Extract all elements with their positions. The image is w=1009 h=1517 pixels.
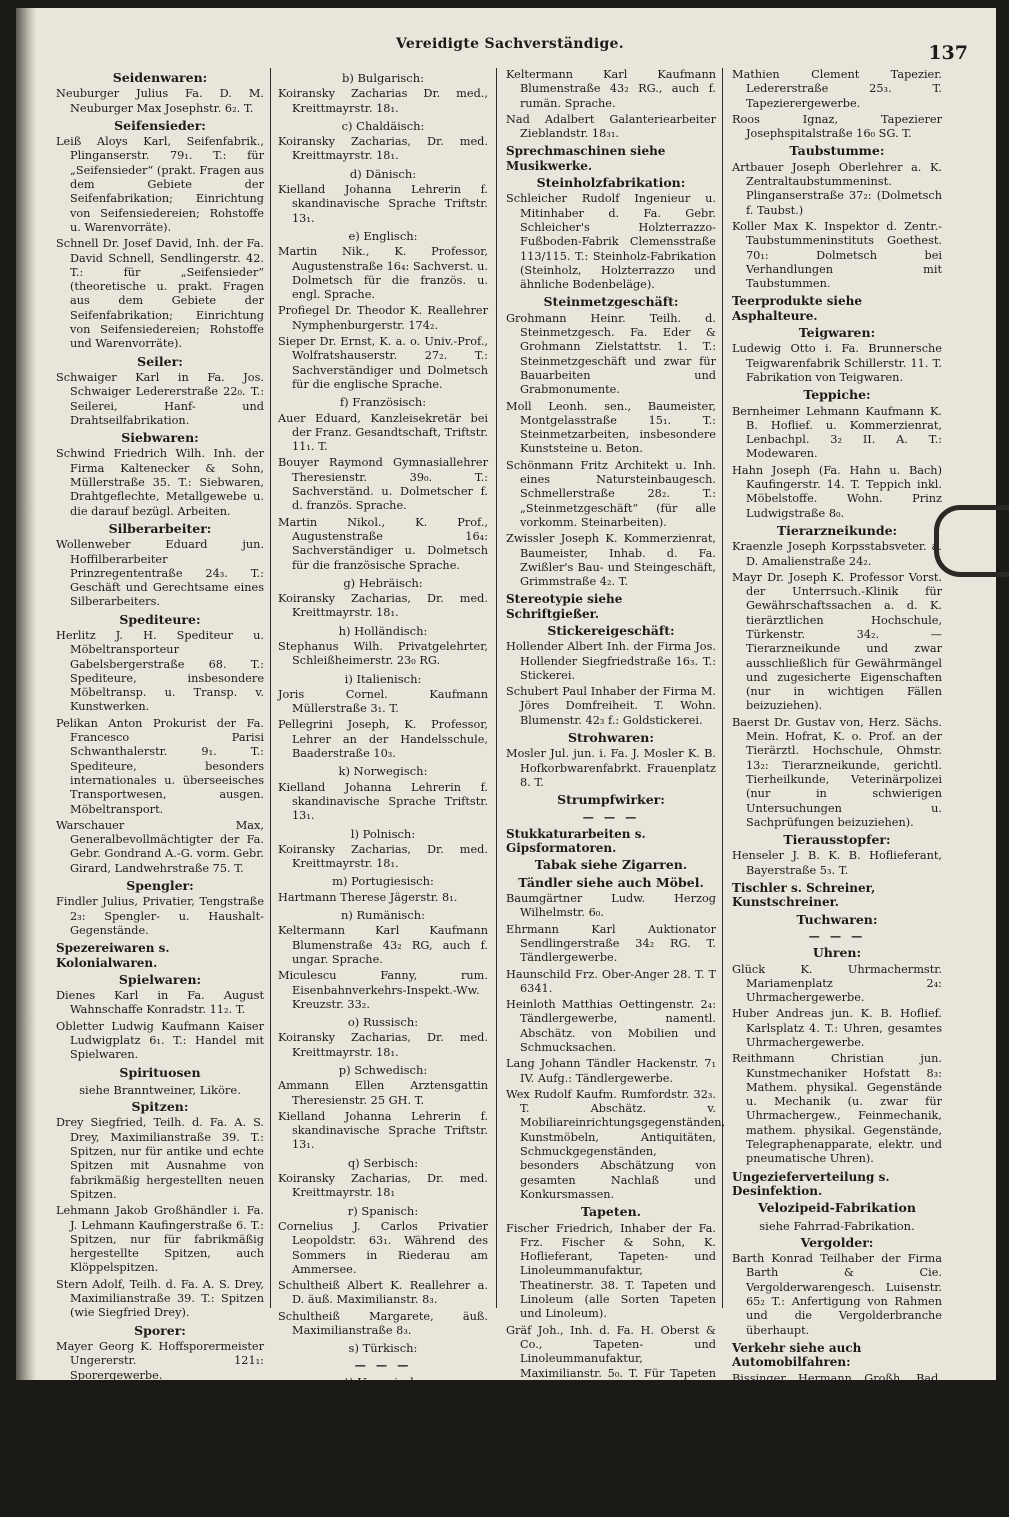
directory-entry: Schwind Friedrich Wilh. Inh. der Firma Kaltenecker & Sohn, Müllerstraße 35. T.: Siebwaren, Drahtgeflechte, Metallgewebe u. die darauf bezügl. Arbeiten. (56, 447, 264, 518)
subsection-label: t) Ungarisch: (344, 1374, 422, 1389)
subsection-label: r) Spanisch: (347, 1203, 419, 1218)
directory-entry: Koiransky Zacharias, Dr. med. Kreittmayrstr. 18₁. (278, 135, 488, 163)
section-heading: Vergolder: (800, 1234, 874, 1250)
directory-entry: Neuburger Julius Fa. D. M. Neuburger Max Josephstr. 6₂. T. (56, 87, 264, 115)
directory-entry: Schwaiger Karl in Fa. Jos. Schwaiger Ledererstraße 22₀. T.: Seilerei, Hanf- und Drahtseilfabrikation. (56, 370, 264, 427)
subsection-label: f) Französisch: (339, 395, 427, 410)
directory-entry: Pelikan Anton Prokurist der Fa. Francesco Parisi Schwanthalerstr. 9₁. T.: Spediteure, besonders internationales u. überseeisches Transportwesen, ausgen. Möbeltransport. (56, 716, 264, 816)
section-heading: Tierarzneikunde: (776, 522, 898, 538)
directory-entry: Zwissler Joseph K. Kommerzienrat, Baumeister, Inhab. d. Fa. Zwißler's Bau- und Steingeschäft, Grimmstraße 4₂. T. (506, 532, 716, 589)
directory-entry: Koiransky Zacharias Dr. med., Kreittmayrstr. 18₁. (278, 87, 488, 115)
section-heading: Steinholzfabrikation: (536, 175, 686, 191)
section-heading: Tändler siehe auch Möbel. (518, 874, 704, 890)
section-heading: Steinmetzgeschäft: (543, 294, 679, 310)
binder-clip (934, 505, 1009, 577)
directory-entry: Pellegrini Joseph, K. Professor, Lehrer an der Handelsschule, Baaderstraße 10₃. (278, 718, 488, 761)
text-column-2 (278, 68, 488, 1422)
cross-reference: Ungezieferverteilung s. Desinfektion. (732, 1169, 890, 1198)
directory-entry: List Jakob, Möbelfabr. Baaderstr. 19₁ RG. T. (506, 1428, 716, 1457)
section-heading: Teigwaren: (798, 325, 876, 341)
directory-entry: Kielland Johanna Lehrerin f. skandinavische Sprache Triftstr. 13₁. (278, 183, 488, 225)
directory-entry: Schultheiß Albert K. Reallehrer a. D. äuß. Maximilianstr. 8₃. (278, 1279, 488, 1307)
section-heading: Siebwaren: (121, 430, 199, 446)
empty-section-dashes: — — — (808, 928, 866, 943)
directory-entry: Nad Adalbert Galanteriearbeiter Zieblandstr. 18₃₁. (506, 112, 716, 141)
text-column-4 (732, 68, 942, 1517)
text-column-1 (56, 68, 264, 1481)
subsection-label: h) Holländisch: (338, 623, 428, 638)
subsection-label: n) Rumänisch: (340, 908, 426, 923)
section-heading: Seiler: (137, 353, 183, 369)
directory-entry: Ammann Ellen Arztensgattin Theresienstr. 25 GH. T. (278, 1079, 488, 1107)
section-heading: Strohwaren: (568, 730, 654, 746)
directory-entry: Profiegel Dr. Theodor K. Reallehrer Nymphenburgerstr. 174₂. (278, 304, 488, 332)
subsection-label: d) Dänisch: (349, 166, 417, 181)
directory-entry: Bissinger Hermann Großh. Bad. Baurat a. D. Friedrichstraße 26₃ T.: Maschinen u. Verkehr, gesamtes Eisenbahnmaschinenwesen und »Betrieb; Trambahnbetrieb und seine Einrichtungen, insbesondere auch in den Bremsfragen, sowie das gesamte allgemeine Maschinenbaukunde. (732, 1371, 942, 1514)
subsection-label: m) Portugiesisch: (332, 874, 434, 889)
directory-entry: Barth Konrad Teilhaber der Firma Barth & Cie. Vergolderwarengesch. Luisenstr. 65₂ T.: Anfertigung von Rahmen und die Vergolderbranche überhaupt. (732, 1252, 942, 1337)
section-heading: Spengler: (126, 878, 194, 894)
directory-entry: Koiransky Zacharias, Dr. med. Kreittmayrstr. 18₁. (278, 1031, 488, 1059)
directory-entry: Keltermann Karl Kaufmann Blumenstraße 43₂ RG., auch f. rumän. Sprache. (506, 68, 716, 110)
directory-entry: Ehrmann Karl Auktionator Sendlingerstraße 34₂ RG. T. Tändlergewerbe. (506, 922, 716, 965)
directory-entry: Fischer Friedrich, Inhaber der Fa. Frz. Fischer & Sohn, K. Hoflieferant, Tapeten- und Linoleummanufaktur, Theatinerstr. 38. T. Tapeten und Linoleum (alle Sorten Tapeten und Linoleum). (506, 1221, 716, 1321)
section-heading: Tapezierer: (571, 1411, 651, 1427)
subsection-label: g) Hebräisch: (343, 575, 423, 590)
cross-reference: Stukkaturarbeiten s. Gipsformatoren. (506, 826, 646, 856)
cross-reference: Spezereiwaren s. Kolonialwaren. (56, 941, 170, 970)
section-heading: Seifensieder: (114, 117, 206, 133)
section-heading: Spitzen: (131, 1099, 189, 1115)
running-head: Vereidigte Sachverständige. (396, 36, 624, 52)
section-heading: Silberarbeiter: (108, 520, 212, 536)
directory-entry: Dienes Karl in Fa. August Wahnschaffe Konradstr. 11₂. T. (56, 989, 264, 1017)
directory-entry: Moll Leonh. sen., Baumeister, Montgelasstraße 15₁. T.: Steinmetzarbeiten, insbesondere Kunststeine u. Beton. (506, 399, 716, 456)
cross-reference: Tischler s. Schreiner, Kunstschreiner. (732, 881, 876, 910)
section-heading: Sprachen (126, 1384, 194, 1400)
subsection-label: s) Türkisch: (348, 1341, 418, 1356)
directory-entry: Kohn Moritz, Kaufmann, Schulstraße 30a₀. T. (56, 1450, 264, 1478)
directory-entry: Koiransky Zacharias, Dr. med. Kreittmayrstr. 18₁ (278, 1172, 488, 1200)
directory-entry: Koiransky Zacharias, Dr. med. Kreittmayrstr. 18₁. (278, 842, 488, 871)
directory-entry: Koiransky Zacharias, Dr. med. Kreittmayrstr. 18₁. (278, 592, 488, 620)
section-heading: Strumpfwirker: (557, 792, 665, 808)
page-number: 137 (928, 42, 968, 64)
directory-entry: Miculescu Fanny, rum. Eisenbahnverkehrs-Inspekt.-Ww. Kreuzstr. 33₂. (278, 969, 488, 1011)
directory-entry: Koiransky Zacharias, Dr. med. Kreittmayrstr. 18₁. (56, 1419, 264, 1447)
directory-entry: Hartmann Therese Jägerstr. 8₁. (278, 890, 458, 904)
directory-entry: Cornelius J. Carlos Privatier Leopoldstr. 63₁. Während des Sommers in Riederau am Ammersee. (278, 1219, 488, 1276)
directory-entry: Schönmann Fritz Architekt u. Inh. eines Natursteinbaugesch. Schmellerstraße 28₂. T.: „Steinmetzgeschäft“ (für alle vorkomm. Steinarbeiten). (506, 458, 716, 529)
directory-entry: Leiß Aloys Karl, Seifenfabrik., Plinganserstr. 79₁. T.: für „Seifensieder“ (prakt. Fragen aus dem Gebiete der Seifenfabrikation; Einrichtung von Seifensiedereien; Rohstoffe u. Warenvorräte). (56, 135, 264, 234)
section-heading: Tapeten. (580, 1204, 642, 1220)
directory-entry: Gräf Joh., Inh. d. Fa. H. Oberst & Co., Tapeten- und Linoleummanufaktur, Maximilianstr. 5₀. T. Für Tapeten (alle Sorten von Tapeten, nicht aber Linoleum). (506, 1323, 716, 1409)
directory-entry: Reithmann Christian jun. Kunstmechaniker Hofstatt 8₃: Mathem. physikal. Gegenstände u. Mechanik (u. zwar für Uhrmachergew., Feinmechanik, mathem. physikal. Gegenstände, Telegraphenapparate, elektr. und pneumatische Uhren). (732, 1052, 942, 1166)
directory-entry: Keltermann Karl Kaufmann Blumenstraße 43₂ RG, auch f. ungar. Sprache. (278, 924, 488, 966)
cross-reference: Sprechmaschinen siehe Musikwerke. (506, 144, 666, 173)
directory-entry: Hollender Albert Inh. der Firma Jos. Hollender Siegfriedstraße 16₃. T.: Stickerei. (506, 640, 716, 682)
section-heading: Teppiche: (803, 387, 871, 403)
subsection-label: siehe Fahrrad-Fabrikation. (759, 1218, 915, 1233)
book-page (16, 8, 996, 1514)
directory-entry: Hahn Joseph (Fa. Hahn u. Bach) Kaufingerstr. 14. T. Teppich inkl. Möbelstoffe. Wohn. Prinz Ludwigstraße 8₀. (732, 463, 942, 520)
directory-entry: Schnell Dr. Josef David, Inh. der Fa. David Schnell, Sendlingerstr. 42. T.: für „Seifensieder“ (theoretische u. prakt. Fragen aus dem Gebiete der Seifenfabrikation; Einrichtung von Seifensiedereien; Rohstoffe und Warenvorräte). (56, 237, 264, 351)
subsection-label: p) Schwedisch: (338, 1063, 428, 1077)
section-heading: Spirituosen (119, 1064, 201, 1080)
cross-reference: Teerprodukte siehe Asphalteure. (732, 294, 862, 323)
directory-entry: Bouyer Raymond Gymnasiallehrer Theresienstr. 39₀. T.: Sachverständ. u. Dolmetscher f. d. französ. Sprache. (278, 456, 488, 513)
directory-entry: Bernheimer Lehmann Kaufmann K. B. Hoflief. u. Kommerzienrat, Lenbachpl. 3₂ II. A. T.: Modewaren. (732, 404, 942, 461)
section-heading: Spielwaren: (118, 971, 202, 987)
section-heading: Spediteure: (119, 611, 201, 627)
directory-entry: Martin Nik., K. Professor, Augustenstraße 16₄: Sachverst. u. Dolmetsch für die französ. u. engl. Sprache. (278, 245, 488, 302)
directory-entry: Mosler Jul. jun. i. Fa. J. Mosler K. B. Hofkorbwarenfabrkt. Frauenplatz 8. T. (506, 747, 716, 789)
directory-entry: Mayer Georg K. Hoffsporermeister Ungererstr. 121₁: Sporergewerbe. (56, 1339, 264, 1382)
section-heading: Velozipeid-Fabrikation (758, 1200, 916, 1216)
subsection-label: c) Chaldäisch: (341, 118, 425, 133)
directory-entry: Kielland Johanna Lehrerin f. skandinavische Sprache Triftstr. 13₁. (278, 780, 488, 823)
directory-entry: Mayr Dr. Joseph K. Professor Vorst. der Unterrsuch.-Klinik für Gewährschaftssachen a. d. K. tierärztlichen Hochschule, Türkenstr. 34₂. — Tierarzneikunde und zwar ausschließlich für Gewährmängel und zugesicherte Eigenschaften (nur in wichtigen Fällen beizuziehen). (732, 570, 942, 713)
directory-entry: Martin Nikol., K. Prof., Augustenstraße 16₄: Sachverständiger u. Dolmetsch für die französische Sprache. (278, 515, 488, 572)
directory-entry: Stern Adolf, Teilh. d. Fa. A. S. Drey, Maximilianstraße 39. T.: Spitzen (wie Siegfried Drey). (56, 1277, 264, 1320)
directory-entry: Grohmann Heinr. Teilh. d. Steinmetzgesch. Fa. Eder & Grohmann Zielstattstr. 1. T.: Steinmetzgeschäft und zwar für Bauarbeiten und Grabmonumente. (506, 311, 716, 397)
section-heading: Uhren: (812, 945, 862, 961)
section-heading: Tabak siehe Zigarren. (534, 857, 688, 873)
directory-entry: Stephanus Wilh. Privatgelehrter, Schleißheimerstr. 23₀ RG. (278, 639, 488, 668)
directory-entry: Baumgärtner Ludw. Herzog Wilhelmstr. 6₀. (506, 892, 716, 920)
empty-section-dashes: — — — (582, 809, 640, 824)
directory-entry: Haunschild Frz. Ober-Anger 28. T. T 6341. (506, 967, 716, 995)
directory-entry: Henseler J. B. K. B. Hoflieferant, Bayerstraße 5₃. T. (732, 849, 942, 877)
directory-entry: Kraenzle Joseph Korpsstabsveter. a. D. Amalienstraße 24₂. (732, 540, 942, 568)
section-heading: Tierausstopfer: (783, 832, 891, 848)
directory-entry: Wex Rudolf Kaufm. Rumfordstr. 32₃. T. Abschätz. v. Mobiliareinrichtungsgegenständen, Kunstmöbeln, Antiquitäten, Schmuckgegenständen, besonders Abschätzung von gesamten Nachlaß und Konkursmassen. (506, 1087, 726, 1201)
section-heading: Seidenwaren: (112, 70, 208, 85)
cross-reference: Verkehr siehe auch Automobilfahren: (732, 1340, 862, 1370)
directory-entry: Schubert Paul Inhaber der Firma M. Jöres Domfreiheit. T. Wohn. Blumenstr. 42₃ f.: Goldstickerei. (506, 685, 716, 727)
directory-entry: Baerst Dr. Gustav von, Herz. Sächs. Mein. Hofrat, K. o. Prof. an der Tierärztl. Hochschule, Ohmstr. 13₂: Tierarzneikunde, gerichtl. Tierheilkunde, Veterinärpolizei (nur in schwierigen Untersuchungen u. Sachprüfungen beizuziehen). (732, 715, 942, 829)
directory-entry: Obletter Ludwig Kaufmann Kaiser Ludwigplatz 6₁. T.: Handel mit Spielwaren. (56, 1019, 264, 1062)
directory-entry: Lang Johann Tändler Hackenstr. 7₁ IV. Aufg.: Tändlergewerbe. (506, 1057, 716, 1085)
subsection-label: a) Böhmisch: (122, 1403, 198, 1418)
book-spine (16, 8, 36, 1380)
directory-entry: Sieper Dr. Ernst, K. a. o. Univ.-Prof., Wolfratshauserstr. 27₂. T.: Sachverständiger und Dolmetsch für die englische Sprache. (278, 335, 488, 391)
directory-entry: Ludewig Otto i. Fa. Brunnersche Teigwarenfabrik Schillerstr. 11. T. Fabrikation von Teigwaren. (732, 342, 942, 384)
directory-entry: Kielland Johanna Lehrerin f. skandinavische Sprache Triftstr. 13₁. (278, 1109, 488, 1152)
directory-entry: Schultheiß Margarete, äuß. Maximilianstraße 8₃. (278, 1309, 488, 1338)
directory-entry: Huber Andreas jun. K. B. Hoflief. Karlsplatz 4. T.: Uhren, gesamtes Uhrmachergewerbe. (732, 1007, 942, 1049)
directory-entry: Auer Eduard, Kanzleisekretär bei der Franz. Gesandtschaft, Triftstr. 11₁. T. (278, 411, 488, 454)
directory-entry: Heinloth Matthias Oettingenstr. 2₄: Tändlergewerbe, namentl. Abschätz. von Mobilien und Schmucksachen. (506, 998, 716, 1054)
directory-entry: Mathien Clement Tapezier. Ledererstraße 25₃. T. Tapezierergewerbe. (732, 68, 942, 110)
section-heading: Tuchwaren: (796, 911, 878, 927)
section-heading: Sporer: (134, 1322, 186, 1338)
directory-entry: Glück K. Uhrmachermstr. Mariamenplatz 2₄: Uhrmachergewerbe. (732, 962, 942, 1005)
directory-entry: Lehmann Jakob Großhändler i. Fa. J. Lehmann Kaufingerstraße 6. T.: Spitzen, nur für fabrikmäßig hergestellte Spitzen, auch Klöppelspitzen. (56, 1204, 264, 1275)
subsection-label: e) Englisch: (348, 228, 418, 243)
section-heading: Stickereigeschäft: (547, 622, 675, 638)
directory-entry: Artbauer Joseph Oberlehrer a. K. Zentraltaubstummeninst. Plinganserstraße 37₂: (Dolmetsch f. Taubst.) (732, 160, 942, 217)
subsection-label: o) Russisch: (347, 1015, 419, 1030)
directory-entry: Koller Max K. Inspektor d. Zentr.-Taubstummeninstituts Goethest. 70₁: Dolmetsch bei Verhandlungen mit Taubstummen. (732, 219, 942, 291)
directory-entry: Drey Siegfried, Teilh. d. Fa. A. S. Drey, Maximilianstraße 39. T.: Spitzen, nur für antike und echte Spitzen mit Ausnahme von fabrikmäßig hergestellten neuen Spitzen. (56, 1116, 264, 1201)
text-column-3 (506, 68, 726, 1459)
subsection-label: i) Italienisch: (344, 671, 422, 686)
directory-entry: Findler Julius, Privatier, Tengstraße 2₃: Spengler- u. Haushalt-Gegenstände. (56, 895, 264, 937)
subsection-label: k) Norwegisch: (338, 764, 428, 779)
cross-reference: Stereotypie siehe Schriftgießer. (506, 592, 623, 621)
column-divider (270, 68, 271, 1308)
empty-section-dashes: — — — (354, 1357, 412, 1372)
directory-entry: Herlitz J. H. Spediteur u. Möbeltransporteur Gabelsbergerstraße 68. T.: Spediteure, insbesondere Möbeltransp. u. Transp. v. Kunstwerken. (56, 628, 264, 714)
section-heading: Taubstumme: (789, 143, 885, 159)
directory-entry: Joris Cornel. Kaufmann Müllerstraße 3₁. T. (278, 687, 488, 716)
subsection-label: siehe Branntweiner, Liköre. (79, 1082, 241, 1097)
directory-entry: Warschauer Max, Generalbevollmächtigter der Fa. Gebr. Gondrand A.-G. vorm. Gebr. Girard, Landwehrstraße 75. T. (56, 818, 264, 875)
directory-entry: Schleicher Rudolf Ingenieur u. Mitinhaber d. Fa. Gebr. Schleicher's Holzterrazzo-Fußboden-Fabrik Clemensstraße 113/115. T.: Steinholz-Fabrikation (Steinholz, Holzterrazzo und ähnliche Bodenbeläge). (506, 192, 716, 292)
directory-entry: Roos Ignaz, Tapezierer Josephspitalstraße 16₀ SG. T. (732, 112, 942, 141)
directory-entry: Wollenweber Eduard jun. Hoffilberarbeiter Prinzregententraße 24₃. T.: Geschäft und Gerechtsame eines Silberarbeiters. (56, 538, 264, 609)
directory-entry: Bodor Ludwig Feinmechaniker Heßstraße 96₄. (278, 1391, 488, 1419)
subsection-label: l) Polnisch: (350, 826, 416, 841)
subsection-label: b) Bulgarisch: (341, 71, 425, 85)
subsection-label: q) Serbisch: (347, 1155, 419, 1170)
column-divider (496, 68, 497, 1308)
